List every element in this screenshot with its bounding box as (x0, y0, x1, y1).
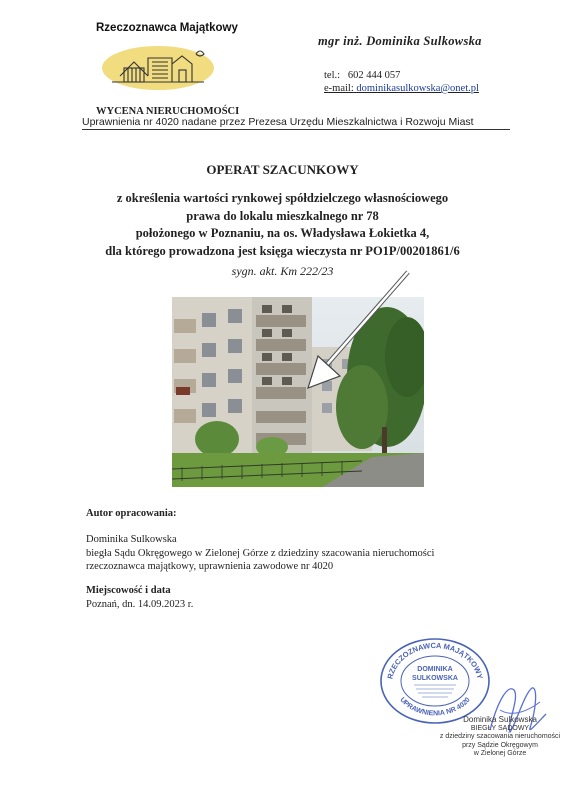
author-title: mgr inż. Dominika Sulkowska (318, 34, 482, 48)
phone-label: tel.: (324, 70, 341, 81)
author-details (86, 533, 434, 574)
logo-text: Rzeczoznawca Majątkowy (96, 22, 238, 34)
signer-role: BIEGŁY SĄDOWY (470, 724, 530, 732)
phone-number: 602 444 057 (347, 70, 401, 81)
signer-line: przy Sądzie Okręgowym (462, 741, 538, 749)
signer-name: Dominika Sulkowska (463, 715, 537, 724)
email-label: e-mail: (324, 83, 354, 94)
email-line[interactable] (324, 83, 479, 94)
stamp-ring-top: RZECZOZNAWCA MAJĄTKOWY (385, 640, 485, 680)
subtitle-line: prawa do lokalu mieszkalnego nr 78 (186, 208, 379, 223)
stamp-name-1: DOMINIKA (417, 666, 453, 673)
place-date-value: Poznań, dn. 14.09.2023 r. (86, 599, 194, 610)
stamp-ring-bottom: UPRAWNIENIA NR 4020 (398, 696, 472, 718)
logo-house-icon (100, 40, 216, 92)
license-line: Uprawnienia nr 4020 nadane przez Prezesa Urzędu Mieszkalnictwa i Rozwoju Miast (82, 116, 510, 130)
pointer-arrow (300, 268, 416, 396)
author-name: Dominika Sulkowska (86, 534, 177, 545)
subtitle-line: położonego w Poznaniu, na os. Władysława Łokietka 4, (135, 226, 430, 240)
signer-line: w Zielonej Górze (473, 750, 527, 758)
document-title: OPERAT SZACUNKOWY (206, 162, 359, 177)
case-reference: sygn. akt. Km 222/23 (231, 264, 334, 278)
signature-block (438, 716, 562, 759)
subtitle-line: dla którego prowadzona jest księga wieczysta nr PO1P/00201861/6 (105, 243, 460, 258)
official-stamp (378, 636, 492, 726)
svg-text:UPRAWNIENIA NR 4020 (398, 697, 471, 718)
author-credential: biegła Sądu Okręgowego w Zielonej Górze z dziedziny szacowania nieruchomości (86, 547, 435, 559)
place-date-label: Miejscowość i data (86, 585, 171, 596)
phone-line (324, 70, 400, 81)
signer-line: z dziedziny szacowania nieruchomości (439, 733, 561, 741)
valuation-label: WYCENA NIERUCHOMOŚCI (96, 106, 240, 117)
author-label: Autor opracowania: (86, 508, 177, 519)
document-subtitle (0, 190, 565, 260)
email-address[interactable]: dominikasulkowska@onet.pl (356, 83, 479, 94)
stamp-name-2: SULKOWSKA (412, 675, 458, 682)
subtitle-line: z określenia wartości rynkowej spółdzielczego własnościowego (116, 191, 449, 205)
author-credential: rzeczoznawca majątkowy, uprawnienia zawodowe nr 4020 (86, 561, 334, 572)
